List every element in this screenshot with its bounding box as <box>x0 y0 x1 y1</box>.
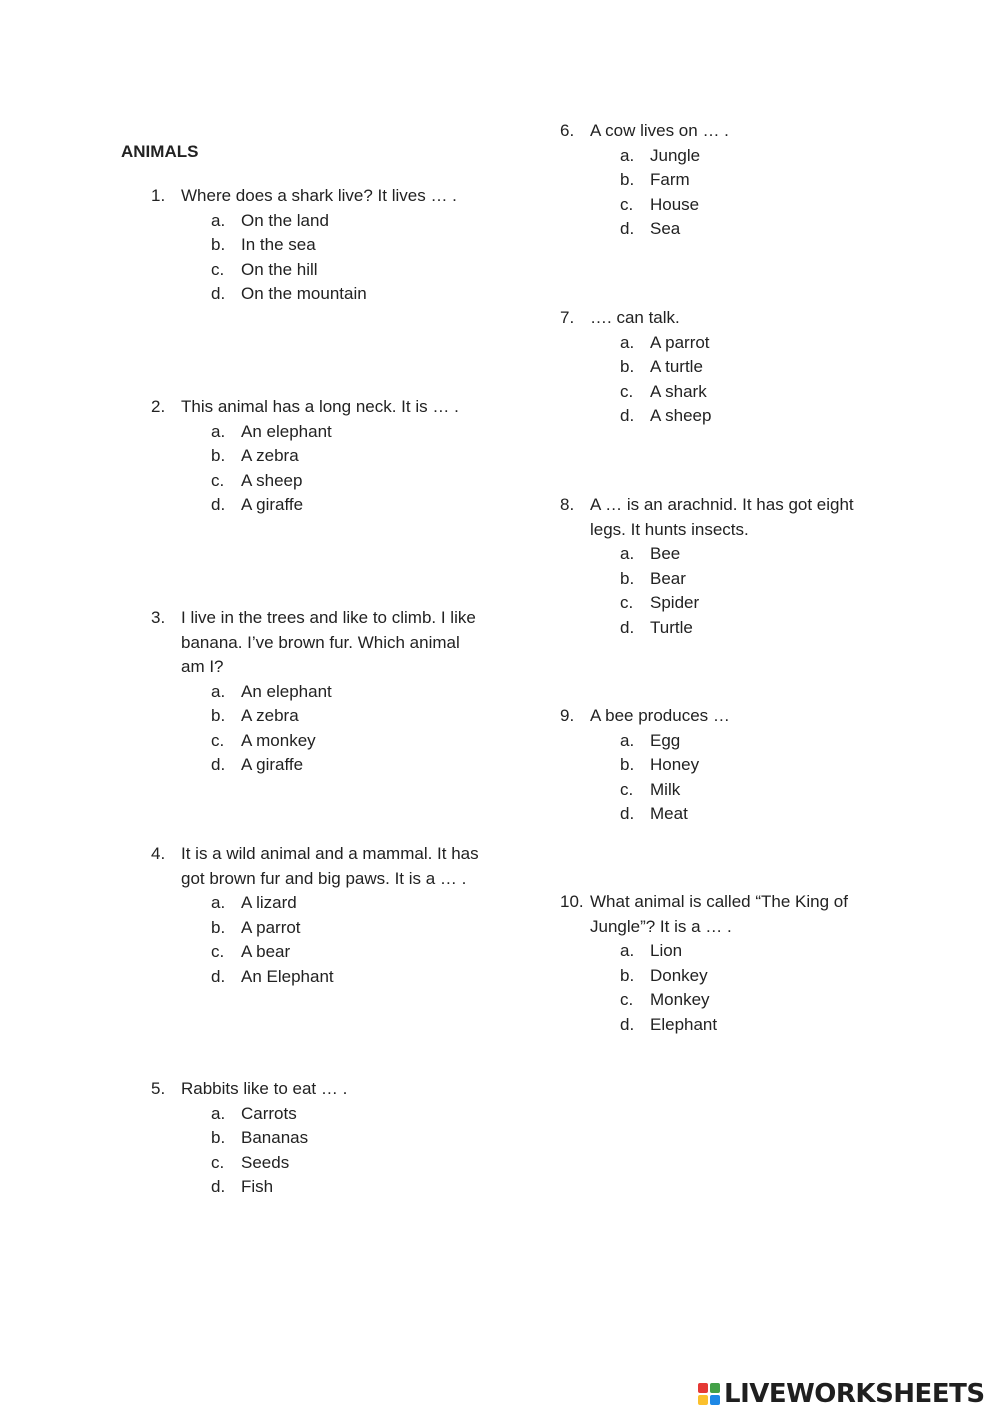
option-d[interactable]: d. An Elephant <box>211 966 334 986</box>
question-10 <box>560 890 890 1037</box>
logo-square <box>710 1383 720 1393</box>
option-a[interactable]: a. Lion <box>620 941 683 960</box>
question-number: 6. <box>560 121 575 140</box>
question-number: 9. <box>560 706 575 725</box>
option-d[interactable]: d. On the mountain <box>211 284 367 303</box>
question-text: …. can talk. <box>590 308 680 327</box>
option-c[interactable]: c. Seeds <box>211 1152 290 1172</box>
question-text: This animal has a long neck. It is … . <box>181 397 459 416</box>
question-3 <box>151 606 481 778</box>
option-d[interactable]: d. A sheep <box>620 406 712 425</box>
option-a[interactable]: a. On the land <box>211 210 329 230</box>
question-7 <box>560 306 890 429</box>
question-2 <box>151 395 481 518</box>
answer-options <box>560 729 890 827</box>
option-c[interactable]: c. On the hill <box>211 259 318 279</box>
answer-options <box>560 144 890 242</box>
logo-square <box>698 1395 708 1405</box>
option-d[interactable]: d. Elephant <box>620 1014 718 1034</box>
option-c[interactable]: c. A sheep <box>211 470 303 490</box>
option-d[interactable]: d. A giraffe <box>211 495 304 514</box>
question-text: Where does a shark live? It lives … . <box>181 186 457 205</box>
answer-options <box>151 1102 481 1200</box>
option-a[interactable]: a. A parrot <box>620 332 710 352</box>
option-c[interactable]: c. A bear <box>211 942 291 961</box>
question-text: A cow lives on … . <box>590 121 729 140</box>
option-d[interactable]: d. Meat <box>620 804 688 823</box>
option-b[interactable]: b. Farm <box>620 170 690 189</box>
option-d[interactable]: d. Fish <box>211 1177 274 1196</box>
answer-options <box>151 209 481 307</box>
logo-text: LIVEWORKSHEETS <box>724 1379 985 1409</box>
question-number: 8. <box>560 495 575 514</box>
question-number: 7. <box>560 308 575 327</box>
worksheet-title: ANIMALS <box>121 142 199 161</box>
question-9 <box>560 704 890 827</box>
liveworksheets-logo <box>698 1376 985 1412</box>
question-1 <box>151 184 481 307</box>
option-a[interactable]: a. Carrots <box>211 1103 297 1123</box>
option-b[interactable]: b. In the sea <box>211 235 316 254</box>
question-text: What animal is called “The King of Jungle”? It is a … . <box>590 892 848 936</box>
option-a[interactable]: a. Jungle <box>620 145 701 165</box>
question-8 <box>560 493 890 640</box>
option-d[interactable]: d. A giraffe <box>211 755 304 774</box>
option-c[interactable]: c. House <box>620 194 700 214</box>
question-number: 10. <box>560 892 584 911</box>
option-b[interactable]: b. Bananas <box>211 1128 309 1147</box>
question-text: A … is an arachnid. It has got eight legs. It hunts insects. <box>590 495 854 539</box>
question-number: 5. <box>151 1079 166 1098</box>
question-text: A bee produces … <box>590 706 730 725</box>
answer-options <box>560 331 890 429</box>
option-a[interactable]: a. Bee <box>620 544 681 563</box>
option-c[interactable]: c. Milk <box>620 779 681 799</box>
option-d[interactable]: d. Sea <box>620 219 681 238</box>
answer-options <box>560 939 890 1037</box>
question-text: I live in the trees and like to climb. I like banana. I’ve brown fur. Which animal am I? <box>181 608 476 676</box>
question-number: 4. <box>151 844 166 863</box>
question-number: 3. <box>151 608 166 627</box>
question-6 <box>560 119 890 242</box>
answer-options <box>151 891 481 989</box>
option-a[interactable]: a. Egg <box>620 730 681 750</box>
option-b[interactable]: b. A zebra <box>211 446 299 465</box>
option-b[interactable]: b. A zebra <box>211 706 299 725</box>
option-a[interactable]: a. A lizard <box>211 893 297 912</box>
logo-square <box>698 1383 708 1393</box>
answer-options <box>151 420 481 518</box>
question-text: It is a wild animal and a mammal. It has got brown fur and big paws. It is a … . <box>181 844 479 888</box>
option-c[interactable]: c. A monkey <box>211 730 316 750</box>
answer-options <box>151 680 481 778</box>
question-5 <box>151 1077 481 1200</box>
option-a[interactable]: a. An elephant <box>211 421 332 441</box>
option-b[interactable]: b. A turtle <box>620 357 703 376</box>
option-b[interactable]: b. Honey <box>620 755 700 774</box>
option-c[interactable]: c. A shark <box>620 381 707 401</box>
option-b[interactable]: b. A parrot <box>211 917 301 937</box>
option-b[interactable]: b. Donkey <box>620 965 708 985</box>
logo-square <box>710 1395 720 1405</box>
logo-squares-icon <box>698 1383 720 1405</box>
question-4 <box>151 842 481 989</box>
question-number: 1. <box>151 186 166 205</box>
option-a[interactable]: a. An elephant <box>211 681 332 701</box>
option-d[interactable]: d. Turtle <box>620 617 693 637</box>
option-b[interactable]: b. Bear <box>620 568 686 588</box>
option-c[interactable]: c. Spider <box>620 593 700 612</box>
answer-options <box>560 542 890 640</box>
question-number: 2. <box>151 397 166 416</box>
option-c[interactable]: c. Monkey <box>620 990 710 1009</box>
question-text: Rabbits like to eat … . <box>181 1079 348 1098</box>
